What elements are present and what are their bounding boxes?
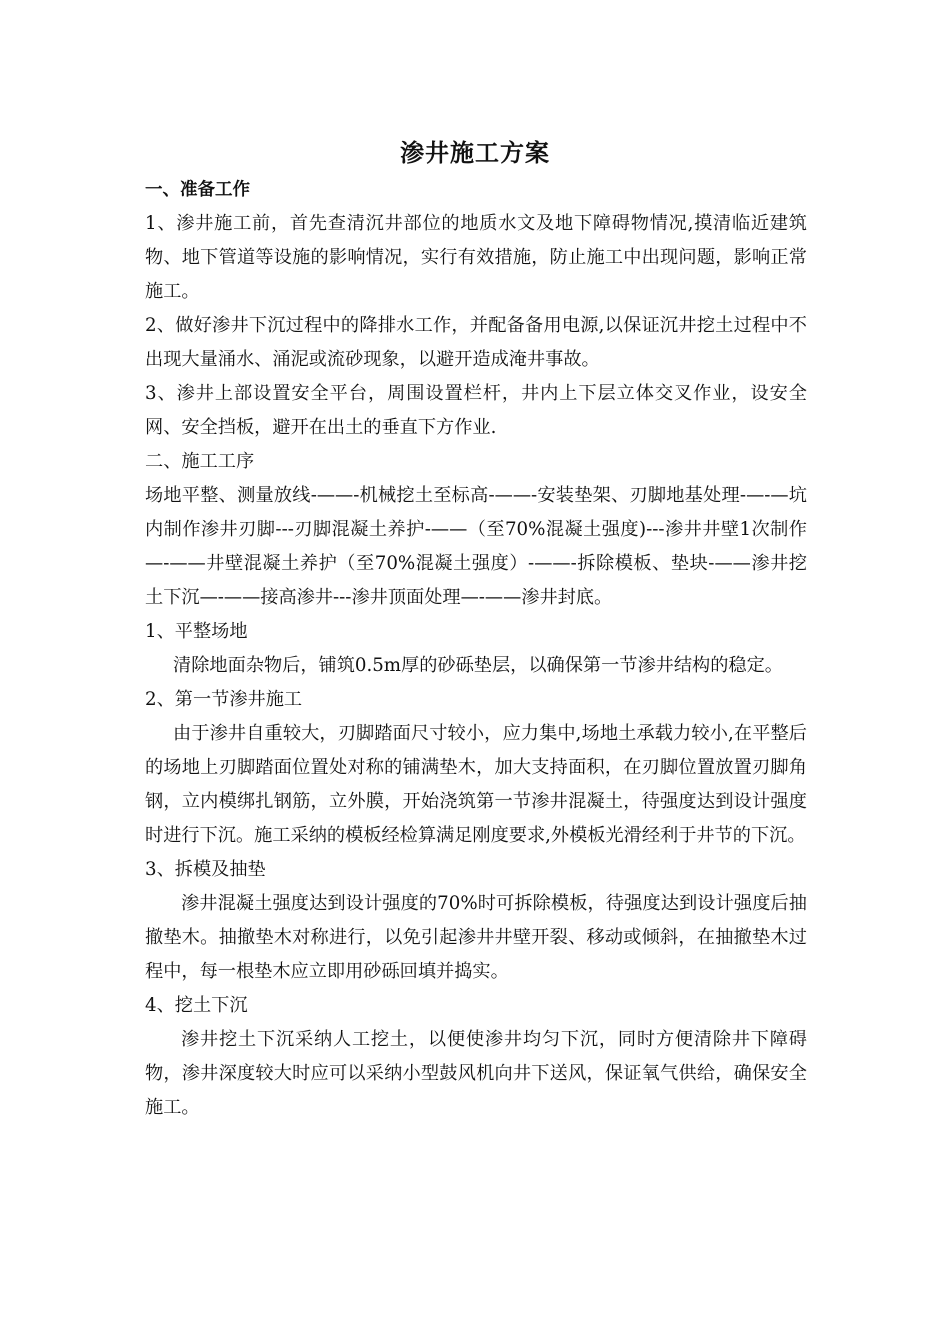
document-body [145, 173, 807, 1125]
step-heading-first-section: 2、第一节渗井施工 [145, 689, 303, 710]
paragraph-site-leveling: 清除地面杂物后，铺筑0.5m厚的砂砾垫层，以确保第一节渗井结构的稳定。 [173, 655, 783, 676]
paragraph-prep-item-3: 3、渗井上部设置安全平台，周围设置栏杆，井内上下层立体交叉作业，设安全网、安全挡板，避开在出土的垂直下方作业. [145, 383, 807, 438]
paragraph-formwork-removal: 渗井混凝土强度达到设计强度的70%时可拆除模板，待强度达到设计强度后抽撤垫木。抽撤垫木对称进行，以免引起渗井井壁开裂、移动或倾斜，在抽撤垫木过程中，每一根垫木应立即用砂砾回填并捣实。 [145, 893, 807, 982]
step-heading-site-leveling: 1、平整场地 [145, 621, 248, 642]
step-heading-formwork-removal: 3、拆模及抽垫 [145, 859, 266, 880]
paragraph-prep-item-2: 2、做好渗井下沉过程中的降排水工作，并配备备用电源,以保证沉井挖土过程中不出现大量涌水、涌泥或流砂现象，以避开造成淹井事故。 [145, 315, 807, 370]
page-title: 渗井施工方案 [400, 139, 550, 167]
paragraph-process-flow: 场地平整、测量放线-——-机械挖土至标高-——-安装垫架、刃脚地基处理-—-—坑内制作渗井刃脚---刃脚混凝土养护-——（至70%混凝土强度)---渗井井壁1次制作—-——井壁混凝土养护（至70%混凝土强度）-——-拆除模板、垫块-——渗井挖土下沉—-——接高渗井---渗井顶面处理—-——渗井封底。 [145, 485, 807, 608]
paragraph-excavation-sinking: 渗井挖土下沉采纳人工挖土，以便使渗井均匀下沉，同时方便清除井下障碍物，渗井深度较大时应可以采纳小型鼓风机向井下送风，保证氧气供给，确保安全施工。 [145, 1029, 807, 1118]
section-heading-procedure: 二、施工工序 [145, 451, 255, 472]
step-heading-excavation-sinking: 4、挖土下沉 [145, 995, 248, 1016]
section-heading-preparation: 一、准备工作 [145, 180, 250, 200]
paragraph-prep-item-1: 1、渗井施工前，首先查清沉井部位的地质水文及地下障碍物情况,摸清临近建筑物、地下管道等设施的影响情况，实行有效措施，防止施工中出现问题，影响正常施工。 [145, 213, 807, 302]
paragraph-first-section: 由于渗井自重较大，刃脚踏面尺寸较小，应力集中,场地土承载力较小,在平整后的场地上刃脚踏面位置处对称的铺满垫木，加大支持面积，在刃脚位置放置刃脚角钢，立内模绑扎钢筋，立外膜，开始浇筑第一节渗井混凝土，待强度达到设计强度时进行下沉。施工采纳的模板经检算满足刚度要求,外模板光滑经利于井节的下沉。 [145, 723, 807, 846]
